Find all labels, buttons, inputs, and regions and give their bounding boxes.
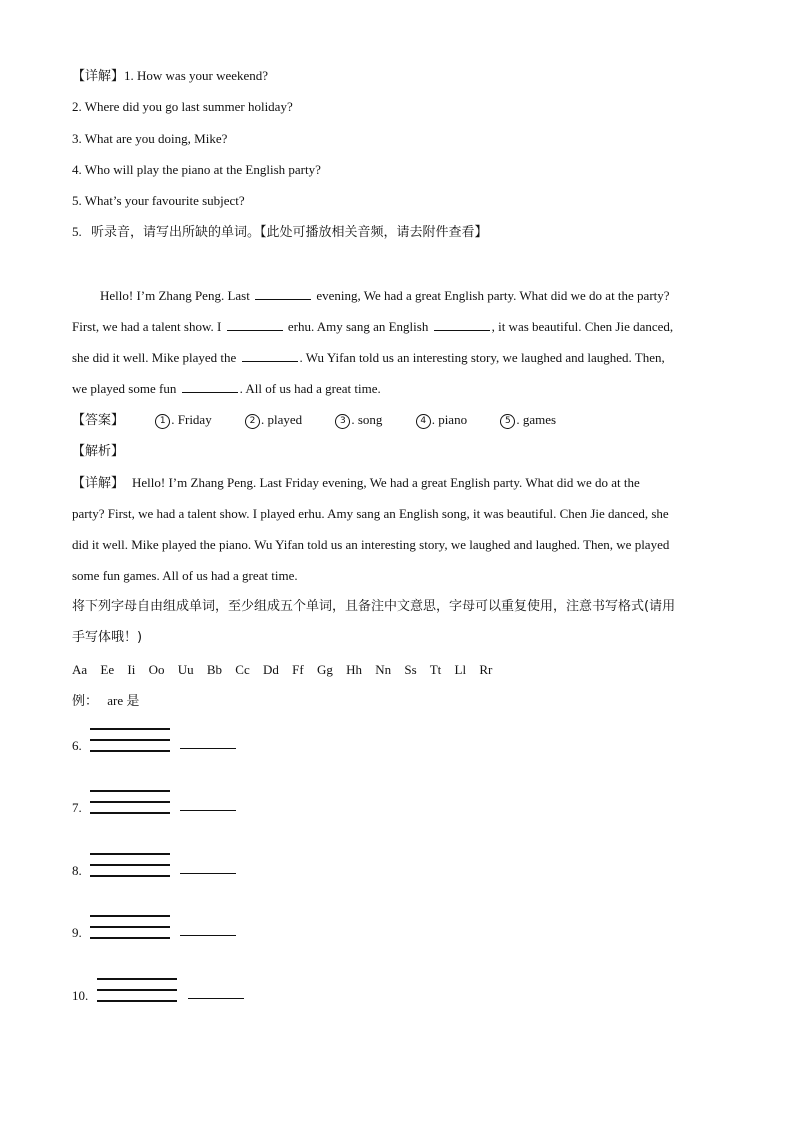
analysis-line-1 — [72, 474, 640, 493]
letter: Hh — [346, 662, 362, 677]
section-5-instruction — [72, 223, 488, 242]
passage-line-4 — [72, 380, 381, 398]
letter: Oo — [148, 662, 165, 677]
task-instruction-2: 手写体哦！) — [72, 630, 143, 645]
analysis-line-2: party? First, we had a talent show. I played erhu. Amy sang an English song, it was beautiful. Chen Jie danced, she — [72, 506, 669, 521]
example-line — [72, 692, 139, 711]
example-meaning: 是 — [126, 694, 140, 709]
passage-text: she did it well. Mike played the — [72, 350, 237, 365]
answer-item — [245, 411, 302, 429]
letter: Cc — [235, 662, 250, 677]
blank-4[interactable] — [242, 349, 298, 362]
answer-word: . played — [260, 412, 303, 427]
task-instruction-1: 将下列字母自由组成单词，至少组成五个单词，且备注中文意思，字母可以重复使用，注意书写格式(请用 — [72, 599, 676, 614]
passage-text: we played some fun — [72, 381, 177, 396]
passage-text: evening, We had a great English party. What did we do at the party? — [316, 288, 670, 303]
meaning-blank[interactable] — [188, 998, 244, 999]
circled-number: 2 — [245, 414, 260, 429]
row-number: 8. — [72, 863, 82, 878]
answer-word: . piano — [431, 412, 468, 427]
meaning-blank[interactable] — [180, 873, 236, 874]
analysis-line-3: did it well. Mike played the piano. Wu Yifan told us an interesting story, we laughed and laughed. Then, we played — [72, 537, 670, 552]
blank-2[interactable] — [227, 318, 283, 331]
handwriting-lines[interactable] — [90, 790, 170, 823]
circled-number: 4 — [416, 414, 431, 429]
answer-label: 【答案】 — [72, 413, 125, 428]
passage-text: First, we had a talent show. I — [72, 319, 222, 334]
question-5: 5. What’s your favourite subject? — [72, 193, 245, 208]
section-5-label: 5. — [72, 224, 82, 239]
letter: Nn — [375, 662, 392, 677]
letter: Ff — [292, 662, 304, 677]
intro-line-1 — [72, 67, 268, 86]
letter: Tt — [429, 662, 442, 677]
example-label: 例： — [72, 694, 99, 709]
answer-item — [335, 411, 382, 429]
letter: Rr — [479, 662, 493, 677]
passage-text: . All of us had a great time. — [239, 381, 381, 396]
passage-line-2 — [72, 318, 673, 336]
row-number: 9. — [72, 925, 82, 940]
letter: Bb — [206, 662, 223, 677]
detail-tag: 【详解】 — [72, 69, 125, 84]
blank-5[interactable] — [182, 380, 238, 393]
blank-1[interactable] — [255, 287, 311, 300]
passage-text: Hello! I’m Zhang Peng. Last — [100, 288, 250, 303]
meaning-blank[interactable] — [180, 935, 236, 936]
letter: Ss — [404, 662, 417, 677]
meaning-blank[interactable] — [180, 748, 236, 749]
analysis-line-4: some fun games. All of us had a great time. — [72, 568, 298, 583]
detail-tag: 【详解】 — [72, 476, 125, 491]
question-3: 3. What are you doing, Mike? — [72, 131, 228, 146]
question-4: 4. Who will play the piano at the English party? — [72, 162, 321, 177]
letter: Dd — [263, 662, 279, 677]
analysis-text: Hello! I’m Zhang Peng. Last Friday evening, We had a great English party. What did we do at the — [132, 475, 640, 490]
audio-note: 【此处可播放相关音频，请去附件查看】 — [260, 225, 488, 240]
letter: Uu — [177, 662, 194, 677]
handwriting-lines[interactable] — [90, 915, 170, 948]
handwriting-lines[interactable] — [90, 853, 170, 886]
question-1: 1. How was your weekend? — [124, 68, 269, 83]
letter-list — [72, 661, 502, 679]
answer-item — [155, 411, 211, 429]
row-number: 7. — [72, 800, 82, 815]
answer-row — [72, 411, 586, 430]
analysis-label: 【解析】 — [72, 444, 125, 459]
passage-text: . Wu Yifan told us an interesting story, we laughed and laughed. Then, — [299, 350, 665, 365]
circled-number: 1 — [155, 414, 170, 429]
letter: Ii — [127, 662, 136, 677]
blank-3[interactable] — [434, 318, 490, 331]
passage-line-1 — [100, 287, 670, 305]
answer-item — [416, 411, 467, 429]
letter: Gg — [316, 662, 333, 677]
handwriting-lines[interactable] — [90, 728, 170, 761]
letter: Aa — [72, 662, 88, 677]
row-number: 6. — [72, 738, 82, 753]
answer-word: . Friday — [171, 412, 212, 427]
answer-item — [500, 411, 556, 429]
passage-text: erhu. Amy sang an English — [287, 319, 429, 334]
question-2: 2. Where did you go last summer holiday? — [72, 99, 293, 114]
letter: Ll — [454, 662, 467, 677]
handwriting-lines[interactable] — [97, 978, 177, 1011]
letter: Ee — [100, 662, 115, 677]
passage-line-3 — [72, 349, 665, 367]
answer-word: . song — [351, 412, 383, 427]
row-number: 10. — [72, 988, 89, 1003]
circled-number: 3 — [335, 414, 350, 429]
answer-word: . games — [516, 412, 557, 427]
example-word: are — [107, 693, 124, 708]
meaning-blank[interactable] — [180, 810, 236, 811]
passage-text: , it was beautiful. Chen Jie danced, — [491, 319, 674, 334]
section-5-text: 听录音，请写出所缺的单词。 — [91, 225, 261, 240]
circled-number: 5 — [500, 414, 515, 429]
